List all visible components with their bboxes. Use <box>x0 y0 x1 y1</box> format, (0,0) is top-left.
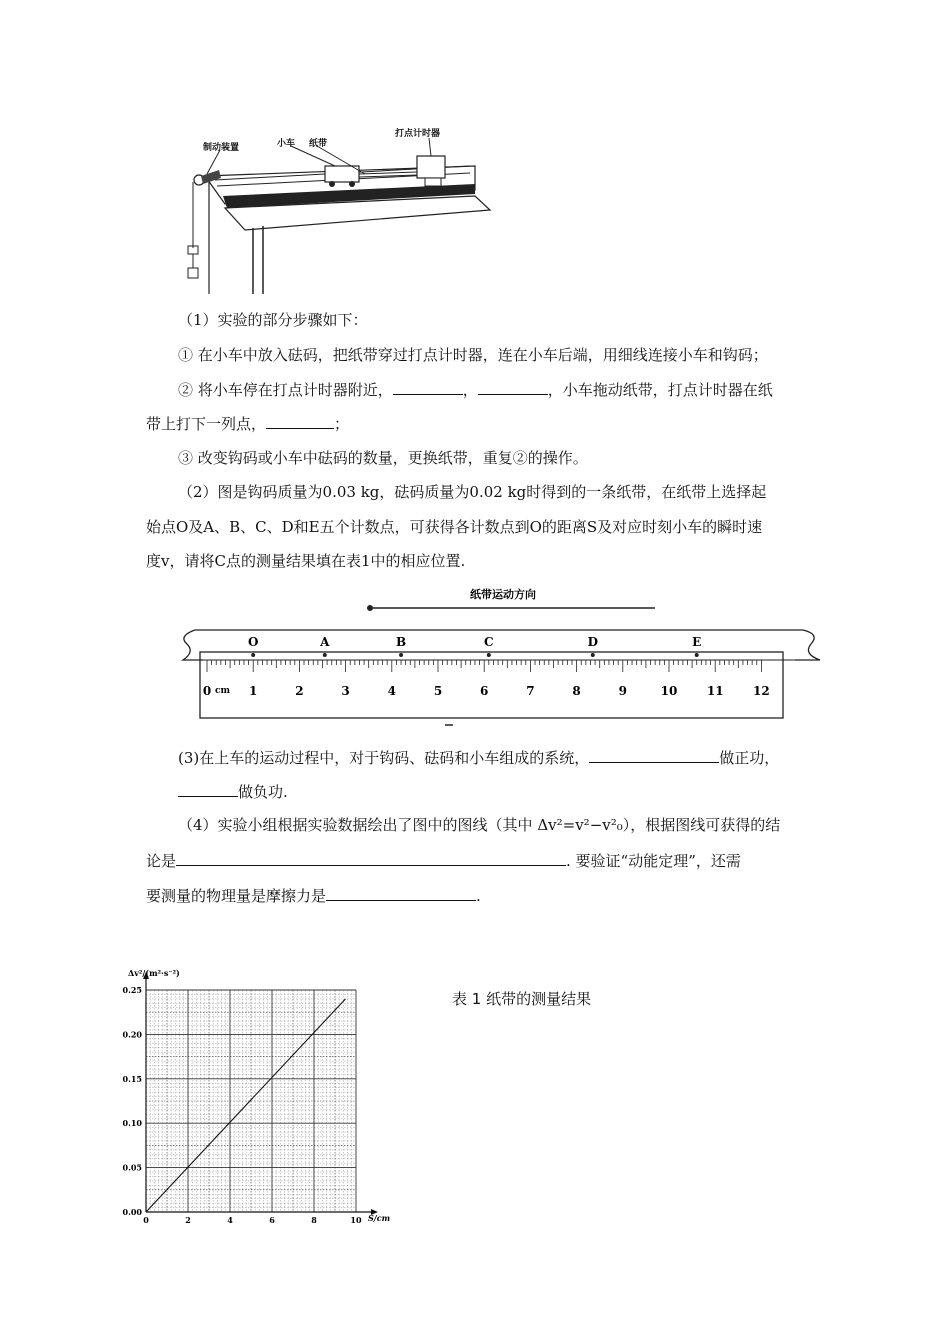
x-tick-label: 6 <box>269 1215 275 1225</box>
tape-ruler-drawing <box>175 584 830 729</box>
tape-dot-b <box>399 653 403 657</box>
tape-point-label-d: D <box>587 635 598 649</box>
graph-figure <box>110 960 400 1230</box>
tape-point-label-a: A <box>320 635 330 649</box>
answer-blank-6[interactable] <box>176 850 566 866</box>
q4-line3-b: . <box>476 887 481 905</box>
tape-point-label-b: B <box>395 635 407 649</box>
q1-step2-a: ② 将小车停在打点计时器附近， <box>178 381 393 399</box>
ruler-number: 7 <box>526 684 535 698</box>
q3-line1 <box>178 747 779 768</box>
tape-points <box>248 635 701 657</box>
x-tick-label: 10 <box>350 1215 362 1225</box>
tape-point-label-c: C <box>484 635 494 649</box>
delta-v2-vs-s-chart <box>110 960 400 1230</box>
y-tick-label: 0.15 <box>122 1073 142 1084</box>
q3-line2-text: 做负功. <box>238 783 288 801</box>
table-caption: 表 1 纸带的测量结果 <box>452 990 592 1008</box>
label-tape: 纸带 <box>309 139 328 149</box>
ruler-number: 12 <box>753 684 770 698</box>
chart-axes <box>143 972 378 1215</box>
chart-series <box>146 999 346 1212</box>
q3-line2 <box>178 781 288 802</box>
apparatus-figure <box>185 118 495 296</box>
q4-line2-b: . 要验证“动能定理”，还需 <box>566 852 741 870</box>
answer-blank-3[interactable] <box>266 413 334 429</box>
ruler-numbers <box>203 684 770 698</box>
q1-intro: （1）实验的部分步骤如下： <box>178 311 368 329</box>
q4-line3 <box>146 885 481 906</box>
direction-label: 纸带运动方向 <box>470 588 536 601</box>
q1-step2-line1 <box>178 379 773 400</box>
chart-xlabel: S/cm <box>368 1213 391 1223</box>
y-tick-label: 0.20 <box>122 1029 142 1040</box>
q2-line1: （2）图是钩码质量为0.03 kg，砝码质量为0.02 kg时得到的一条纸带，在纸带上选择起 <box>178 483 767 501</box>
tape-edge-right <box>195 630 820 660</box>
x-tick-label: 4 <box>227 1215 233 1225</box>
tape-point-label-e: E <box>692 635 702 649</box>
q4-line1: （4）实验小组根据实验数据绘出了图中的图线（其中 Δv²=v²−v²₀），根据图线可获得的结 <box>178 816 781 834</box>
ruler-number: 3 <box>341 684 350 698</box>
tape-dot-d <box>591 653 595 657</box>
label-cart: 小车 <box>277 139 296 149</box>
series-line <box>146 999 346 1212</box>
q2-line3: 度v，请将C点的测量结果填在表1中的相应位置. <box>146 552 466 570</box>
ruler-number: 9 <box>618 684 627 698</box>
q3-line1-a: (3)在上车的运动过程中，对于钩码、砝码和小车组成的系统， <box>178 749 590 767</box>
q4-line2-a: 论是 <box>146 852 177 870</box>
q1-step3: ③ 改变钩码或小车中砝码的数量，更换纸带，重复②的操作。 <box>178 449 588 467</box>
x-tick-label: 8 <box>311 1215 317 1225</box>
ruler-number: 0 <box>202 684 212 698</box>
ruler-number: 5 <box>433 684 443 698</box>
tape-dot-a <box>323 653 327 657</box>
ruler-number: 10 <box>660 684 678 698</box>
label-timer: 打点计时器 <box>395 129 441 139</box>
tape-dot-o <box>251 653 255 657</box>
ruler-number: 1 <box>249 684 258 698</box>
q1-step2-d: 带上打下一列点， <box>146 415 267 433</box>
answer-blank-7[interactable] <box>326 885 476 901</box>
y-tick-label: 0.00 <box>122 1207 142 1217</box>
tape-dot-e <box>695 653 699 657</box>
q1-step1: ① 在小车中放入砝码，把纸带穿过打点计时器，连在小车后端，用细线连接小车和钩码； <box>178 346 768 364</box>
y-tick-label: 0.10 <box>122 1118 142 1129</box>
tape-dot-c <box>487 653 491 657</box>
answer-blank-1[interactable] <box>393 379 463 395</box>
ruler-number: 4 <box>387 684 396 698</box>
tape-point-label-o: O <box>247 635 259 649</box>
ruler-ticks <box>207 660 761 672</box>
ruler-number: 8 <box>572 684 581 698</box>
x-tick-label: 0 <box>143 1215 149 1225</box>
q1-step2-c: ，小车拖动纸带，打点计时器在纸 <box>547 381 773 399</box>
ruler-number: 11 <box>706 684 724 698</box>
ruler-body <box>200 652 783 718</box>
x-tick-label: 2 <box>185 1215 191 1225</box>
ruler-unit: cm <box>215 686 231 696</box>
answer-blank-5[interactable] <box>178 781 238 797</box>
answer-blank-4[interactable] <box>589 747 719 763</box>
q2-line2: 始点O及A、B、C、D和E五个计数点，可获得各计数点到O的距离S及对应时刻小车的瞬时速 <box>146 518 763 536</box>
chart-ylabel: Δv²/(m²·s⁻²) <box>128 968 180 978</box>
direction-arrowhead <box>367 605 373 611</box>
ruler-number: 6 <box>480 684 489 698</box>
answer-blank-2[interactable] <box>478 379 548 395</box>
q1-step2-e: ； <box>334 415 350 433</box>
q1-step2-line2 <box>146 413 349 434</box>
tape-figure <box>175 584 830 729</box>
q4-line2 <box>146 850 741 871</box>
y-tick-label: 0.05 <box>122 1162 142 1173</box>
q1-step2-b: ， <box>462 381 478 399</box>
ruler-number: 2 <box>295 684 304 698</box>
q4-line3-a: 要测量的物理量是摩擦力是 <box>146 887 327 905</box>
y-tick-label: 0.25 <box>122 985 142 995</box>
label-brake: 制动装置 <box>203 143 240 153</box>
q3-line1-b: 做正功， <box>719 749 780 767</box>
